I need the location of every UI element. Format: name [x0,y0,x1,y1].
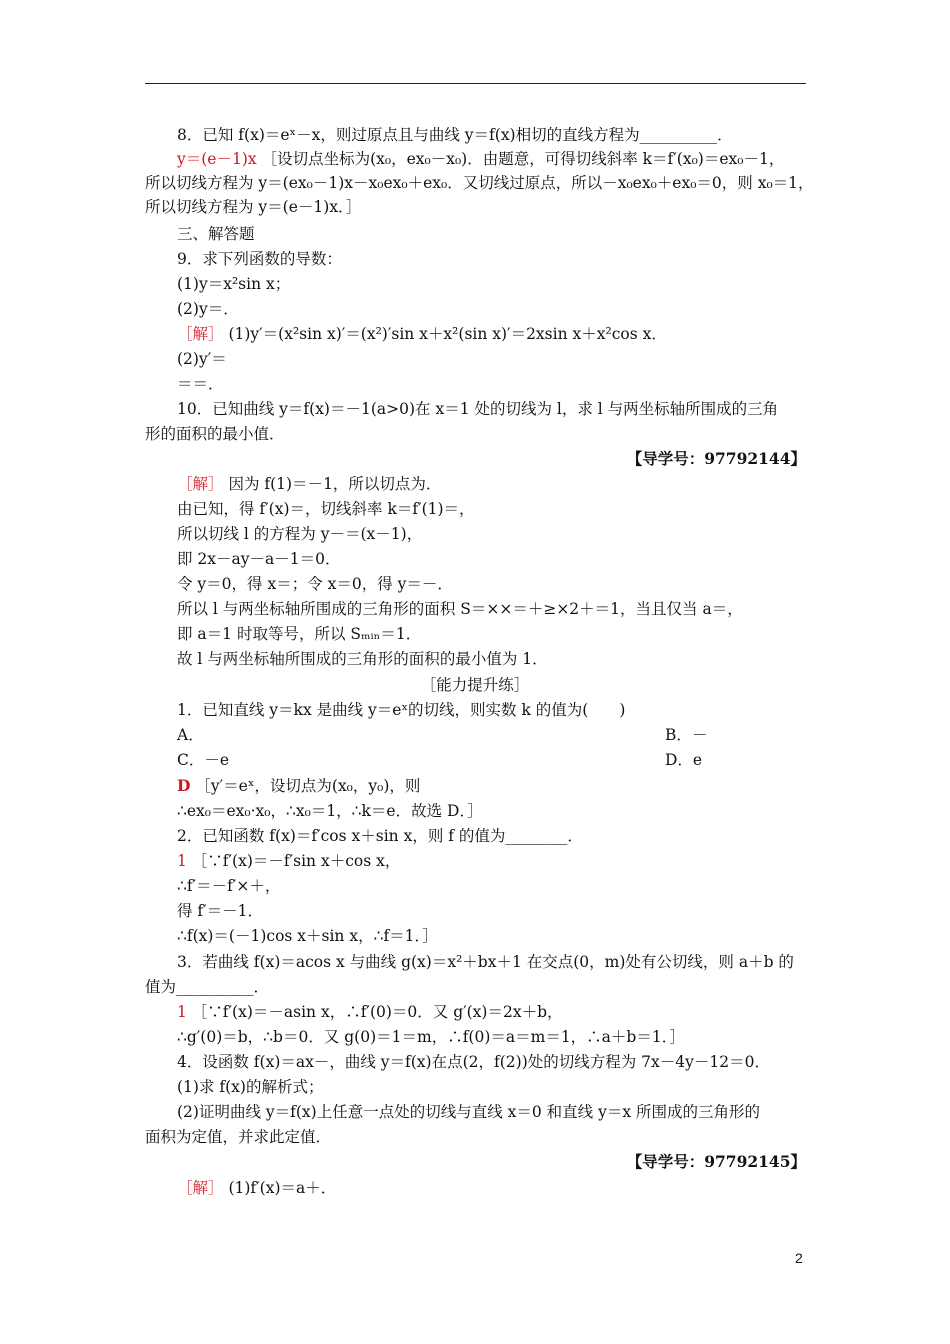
solution-10-line-5: 令 y＝0，得 x＝；令 x＝0，得 y＝－． [177,575,453,593]
answer-8-key: y＝(e－1)x [177,150,257,168]
guide-number: 【导学号：97792144】 [626,449,806,468]
practice-1-options-ab [177,725,817,745]
solution-10-line-2: 由已知，得 f′(x)＝，切线斜率 k＝f′(1)＝， [177,500,475,518]
answer-p2-line-2: ∴f′＝－f′×＋， [177,877,281,895]
solution-label: ［解］ [177,475,224,493]
practice-3-line-1: 3．若曲线 f(x)＝acos x 与曲线 g(x)＝x²＋bx＋1 在交点(0，m)处有公切线，则 a＋b 的 [177,953,794,971]
option-d: D．e [665,751,703,769]
solution-10-line-1: ［解］ 因为 f(1)＝－1，所以切点为． [177,475,442,493]
answer-p3-line-2: ∴g′(0)＝b，∴b＝0．又 g(0)＝1＝m，∴f(0)＝a＝m＝1，∴a＋b＝1．］ [177,1028,685,1046]
practice-4-part-1: (1)求 f(x)的解析式； [177,1078,324,1096]
problem-10-line-2: 形的面积的最小值． [145,425,285,443]
solution-9-line-2: (2)y′＝ [177,350,227,368]
section-heading-practice: ［能力提升练］ [420,676,530,694]
answer-p1-line-2: ∴ex₀＝ex₀·x₀，∴x₀＝1，∴k＝e．故选 D．］ [177,802,483,820]
practice-4-part-2-line-2: 面积为定值，并求此定值． [145,1128,332,1146]
problem-9: 9．求下列函数的导数： [177,250,342,268]
answer-8-line-2: 所以切线方程为 y＝(ex₀－1)x－x₀ex₀＋ex₀．又切线过原点，所以－x₀ex₀＋ex₀＝0，则 x₀＝1， [145,174,814,192]
solution-label: ［解］ [177,1179,224,1197]
solution-10-line-7: 即 a＝1 时取等号，所以 Sₘᵢₙ＝1． [177,625,422,643]
solution-9-line-1: ［解］ (1)y′＝(x²sin x)′＝(x²)′sin x＋x²(sin x)′＝2xsin x＋x²cos x． [177,325,667,343]
answer-8-line-1: y＝(e－1)x ［设切点坐标为(x₀，ex₀－x₀)．由题意，可得切线斜率 k＝f′(x₀)＝ex₀－1， [177,150,785,168]
practice-4-part-2-line-1: (2)证明曲线 y＝f(x)上任意一点处的切线与直线 x＝0 和直线 y＝x 所围成的三角形的 [177,1103,761,1121]
solution-label: ［解］ [177,325,224,343]
answer-8-line-3: 所以切线方程为 y＝(e－1)x．］ [145,198,362,216]
practice-1-options-cd [177,750,817,770]
problem-9-part-2: (2)y＝． [177,300,239,318]
solution-p4-line-1: ［解］ (1)f′(x)＝a＋． [177,1179,337,1197]
problem-8: 8．已知 f(x)＝eˣ－x，则过原点且与曲线 y＝f(x)相切的直线方程为__________． [177,126,733,144]
solution-10-line-3: 所以切线 l 的方程为 y－＝(x－1)， [177,525,423,543]
answer-p1-key: D [177,776,191,795]
answer-p3-line-1: 1 ［∵f′(x)＝－asin x，∴f′(0)＝0．又 g′(x)＝2x＋b， [177,1003,563,1021]
practice-3-line-2: 值为__________． [145,978,270,996]
solution-10-line-4: 即 2x－ay－a－1＝0． [177,550,341,568]
practice-2: 2．已知函数 f(x)＝f′cos x＋sin x，则 f 的值为________． [177,827,583,845]
solution-9-line-3: ＝＝． [177,375,224,393]
answer-p2-line-3: 得 f′＝－1． [177,902,264,920]
practice-1: 1．已知直线 y＝kx 是曲线 y＝eˣ的切线，则实数 k 的值为( ) [177,701,626,719]
option-a: A． [177,726,204,744]
solution-10-line-6: 所以 l 与两坐标轴所围成的三角形的面积 S＝××＝＋≥×2＋＝1，当且仅当 a＝， [177,600,743,618]
problem-9-part-1: (1)y＝x²sin x； [177,275,291,293]
answer-p2-key: 1 [177,852,187,870]
solution-10-line-8: 故 l 与两坐标轴所围成的三角形的面积的最小值为 1． [177,650,548,668]
header-rule [145,83,806,84]
answer-p2-line-4: ∴f(x)＝(－1)cos x＋sin x，∴f＝1．］ [177,927,438,945]
answer-p2-line-1: 1 ［∵f′(x)＝－f′sin x＋cos x， [177,852,401,870]
answer-p3-key: 1 [177,1003,187,1021]
option-b: B．－ [665,726,708,744]
problem-10-line-1: 10．已知曲线 y＝f(x)＝－1(a>0)在 x＝1 处的切线为 l，求 l 与两坐标轴所围成的三角 [177,400,779,418]
practice-4: 4．设函数 f(x)＝ax－，曲线 y＝f(x)在点(2，f(2))处的切线方程为 7x－4y－12＝0． [177,1053,770,1071]
guide-number: 【导学号：97792145】 [626,1152,806,1171]
answer-p1-line-1: D ［y′＝eˣ，设切点为(x₀，y₀)，则 [177,776,421,795]
section-heading: 三、解答题 [177,225,255,243]
option-c: C．－e [177,751,230,769]
page-number: 2 [795,1250,803,1266]
